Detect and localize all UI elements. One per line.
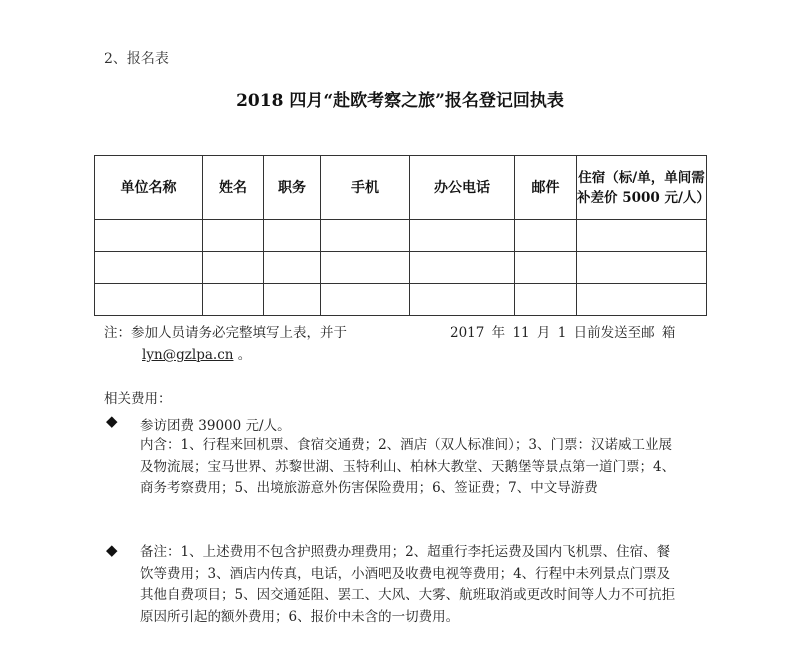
table-cell[interactable] [577, 284, 707, 316]
header-position: 职务 [264, 156, 321, 220]
header-mobile: 手机 [321, 156, 410, 220]
table-cell[interactable] [410, 284, 515, 316]
table-cell[interactable] [95, 252, 203, 284]
table-cell[interactable] [321, 252, 410, 284]
table-cell[interactable] [203, 284, 264, 316]
table-cell[interactable] [264, 284, 321, 316]
table-cell[interactable] [410, 252, 515, 284]
table-header-row [95, 156, 707, 220]
table-cell[interactable] [95, 284, 203, 316]
table-cell[interactable] [515, 252, 577, 284]
fees-heading: 相关费用： [104, 391, 172, 407]
table-cell[interactable] [203, 220, 264, 252]
table-cell[interactable] [410, 220, 515, 252]
table-cell[interactable] [264, 252, 321, 284]
fee-remarks: 备注：1、上述费用不包含护照费办理费用；2、超重行李托运费及国内飞机票、住宿、餐饮等费用；3、酒店内传真，电话，小酒吧及收费电视等费用；4、行程中未列景点门票及其他自费项目；5、因交通延阻、罢工、大风、大雾、航班取消或更改时间等人力不可抗拒原因所引起的额外费用；6、报价中未含的一切费用。 [140, 544, 676, 625]
table-cell[interactable] [577, 220, 707, 252]
email-link[interactable]: lyn@gzlpa.cn [142, 347, 234, 363]
table-cell[interactable] [515, 220, 577, 252]
registration-table [94, 155, 710, 316]
section-label: 2、报名表 [104, 51, 169, 67]
table-row [95, 252, 707, 284]
table-cell[interactable] [577, 252, 707, 284]
header-name: 姓名 [203, 156, 264, 220]
table-cell[interactable] [321, 220, 410, 252]
note-deadline: 2017 年 11 月 1 日前发送至邮 箱 [450, 325, 676, 341]
table-cell[interactable] [95, 220, 203, 252]
note-email-line [142, 343, 251, 363]
table-row [95, 284, 707, 316]
table-cell[interactable] [203, 252, 264, 284]
fee-amount: 参访团费 39000 元/人。 [140, 418, 291, 434]
table-cell[interactable] [321, 284, 410, 316]
note-end: 。 [237, 347, 252, 363]
header-accommodation: 住宿（标/单，单间需补差价 5000 元/人） [577, 156, 707, 220]
header-email: 邮件 [515, 156, 577, 220]
fee-includes: 内含：1、行程来回机票、食宿交通费；2、酒店（双人标准间）；3、门票：汉诺威工业展及物流展；宝马世界、苏黎世湖、玉特利山、柏林大教堂、天鹅堡等景点第一道门票；4、商务考察费用；5、出境旅游意外伤害保险费用；6、签证费；7、中文导游费 [140, 437, 676, 496]
header-unit-name: 单位名称 [95, 156, 203, 220]
note-text: 注：参加人员请务必完整填写上表，并于 [104, 325, 347, 341]
table-cell[interactable] [515, 284, 577, 316]
header-office-phone: 办公电话 [410, 156, 515, 220]
table-cell[interactable] [264, 220, 321, 252]
bullet-icon: ◆ [106, 541, 118, 559]
form-title: 2018 四月“赴欧考察之旅”报名登记回执表 [236, 91, 564, 111]
table-row [95, 220, 707, 252]
bullet-icon: ◆ [106, 412, 118, 430]
